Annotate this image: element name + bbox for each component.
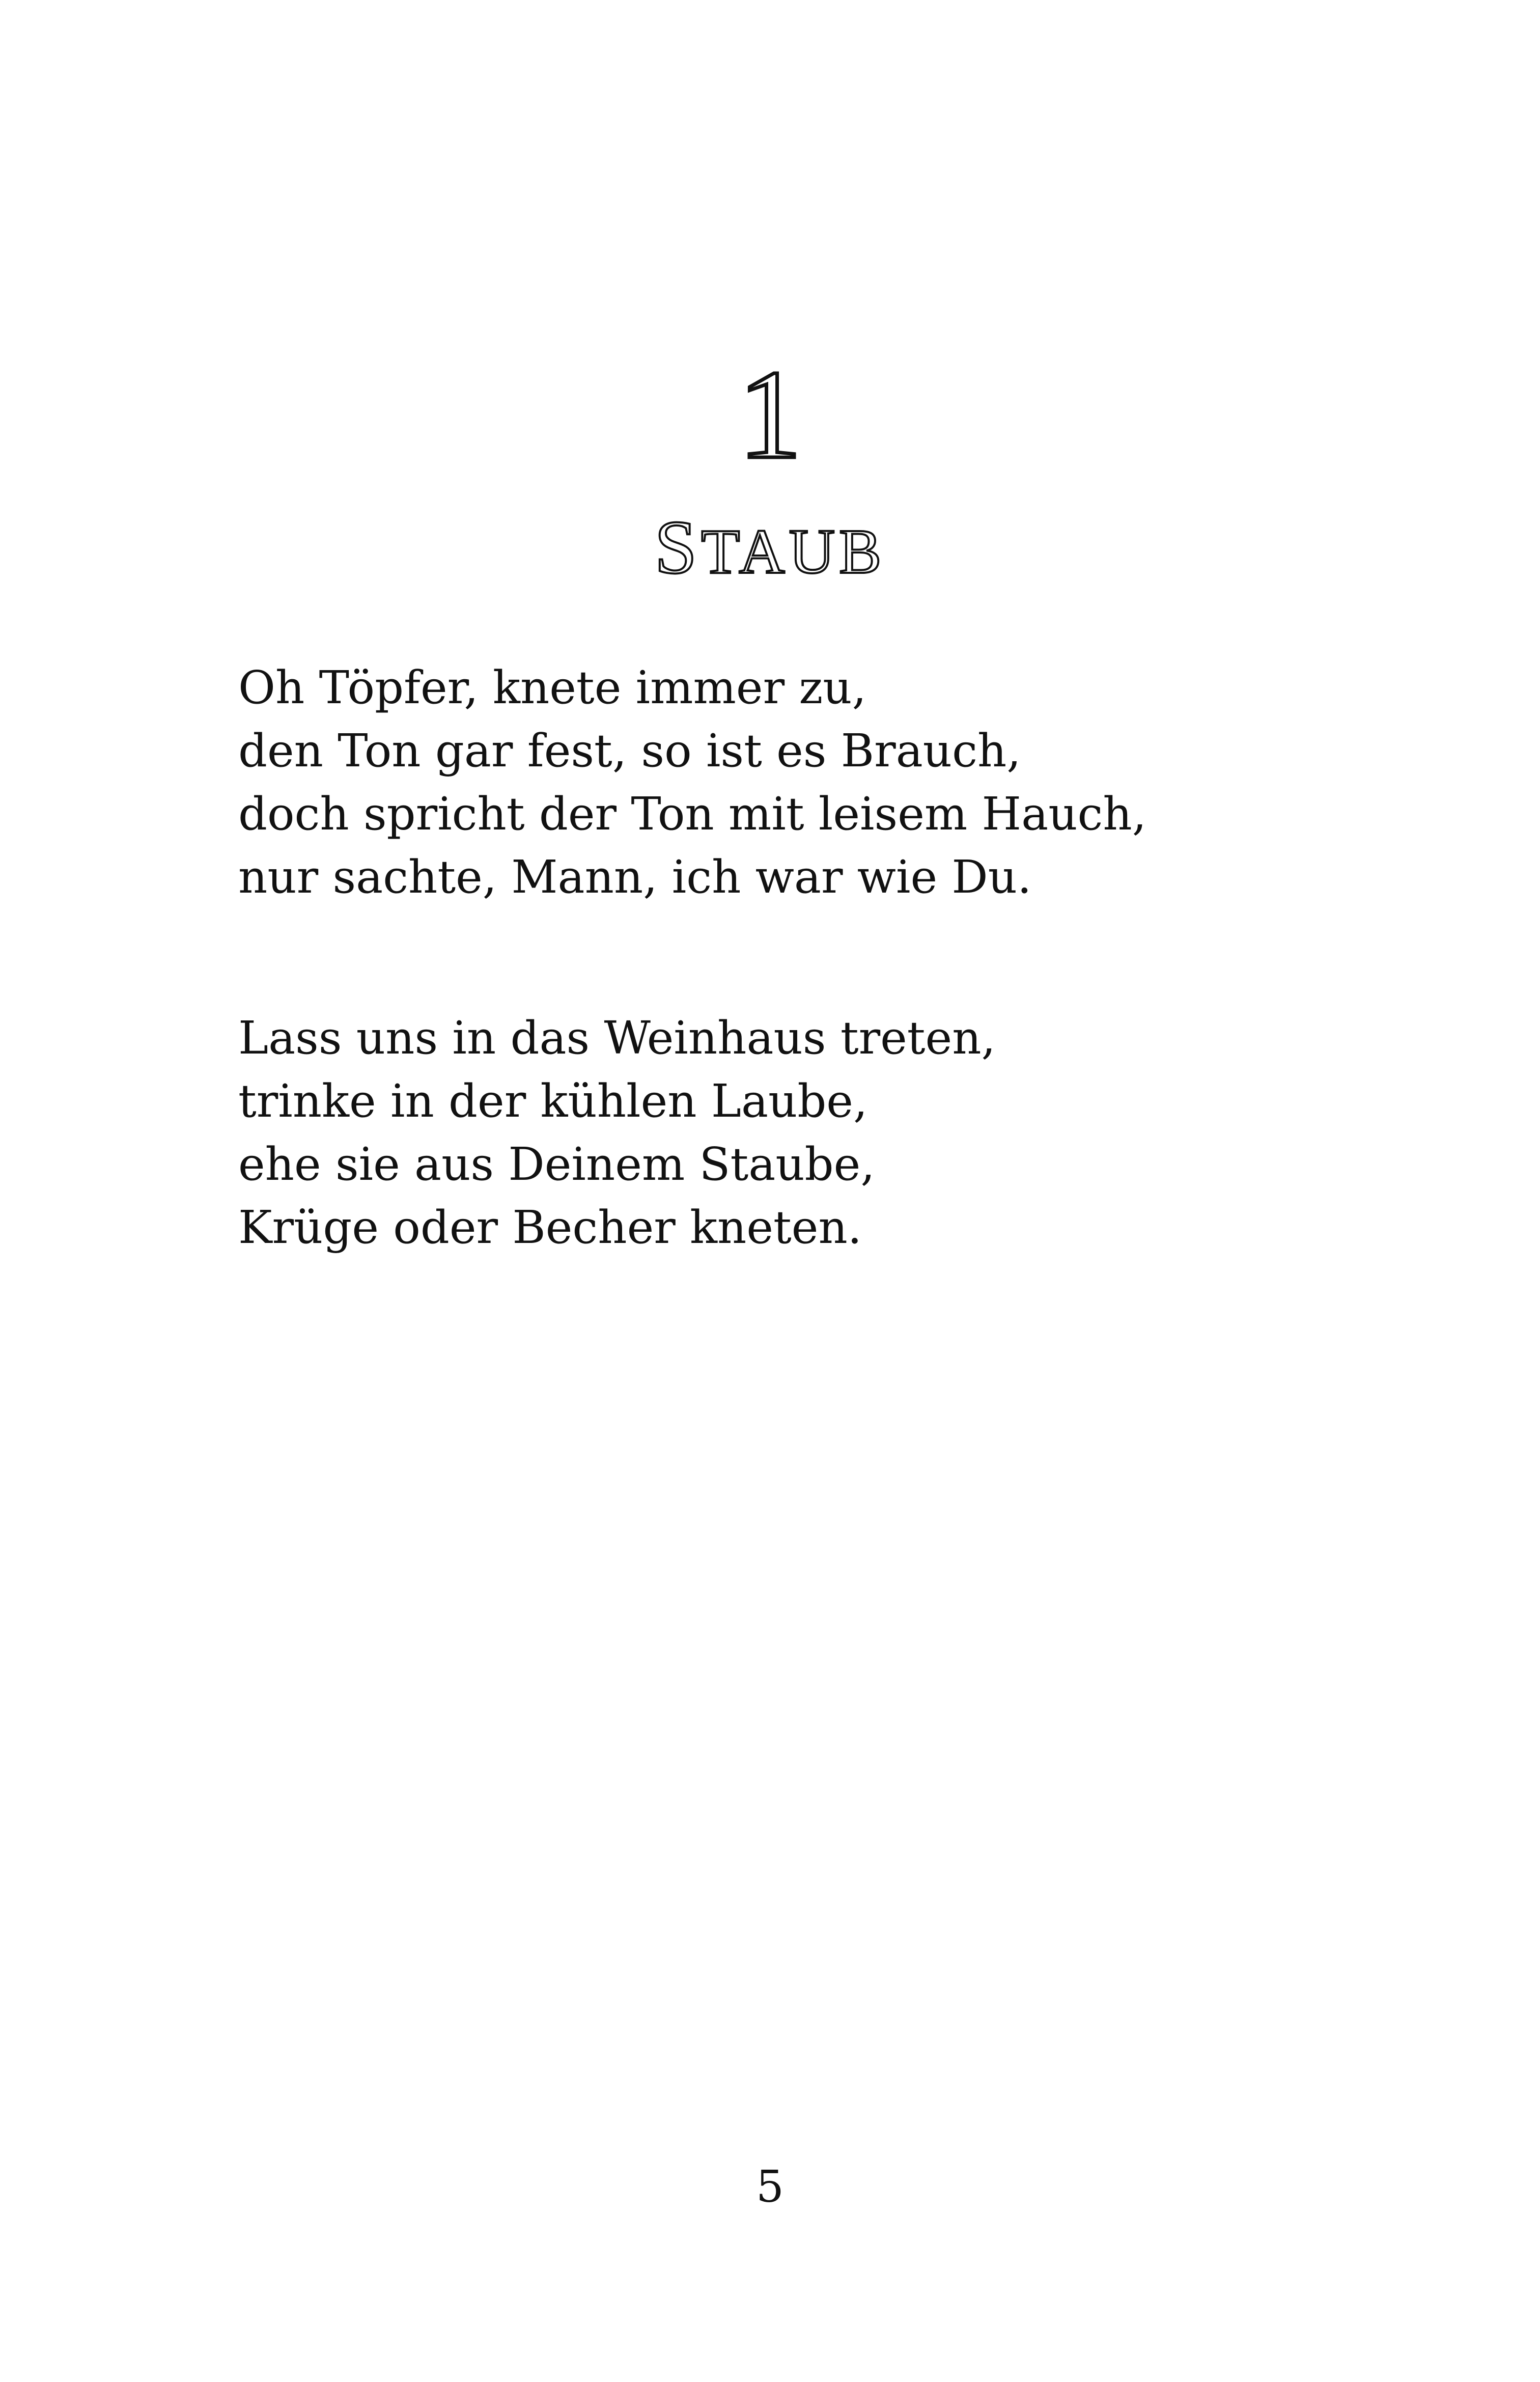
poem-line: trinke in der kühlen Laube,: [238, 1074, 868, 1127]
chapter-number: 1: [738, 344, 802, 485]
poem-line: Krüge oder Becher kneten.: [238, 1201, 862, 1254]
poem-body: [238, 656, 1358, 1356]
chapter-title-initial: S: [654, 505, 702, 590]
chapter-title-rest: TAUB: [701, 517, 886, 587]
poem-line: Lass uns in das Weinhaus treten,: [238, 1011, 996, 1064]
page-number: 5: [756, 2162, 784, 2212]
chapter-title: [0, 505, 1540, 590]
poem-line: doch spricht der Ton mit leisem Hauch,: [238, 787, 1146, 840]
poem-stanza: [238, 1006, 1358, 1259]
poem-line: Oh Töpfer, knete immer zu,: [238, 661, 866, 714]
poem-line: den Ton gar fest, so ist es Brauch,: [238, 724, 1021, 777]
poem-stanza: [238, 656, 1358, 908]
poem-line: nur sachte, Mann, ich war wie Du.: [238, 850, 1032, 903]
poem-line: ehe sie aus Deinem Staube,: [238, 1138, 875, 1190]
